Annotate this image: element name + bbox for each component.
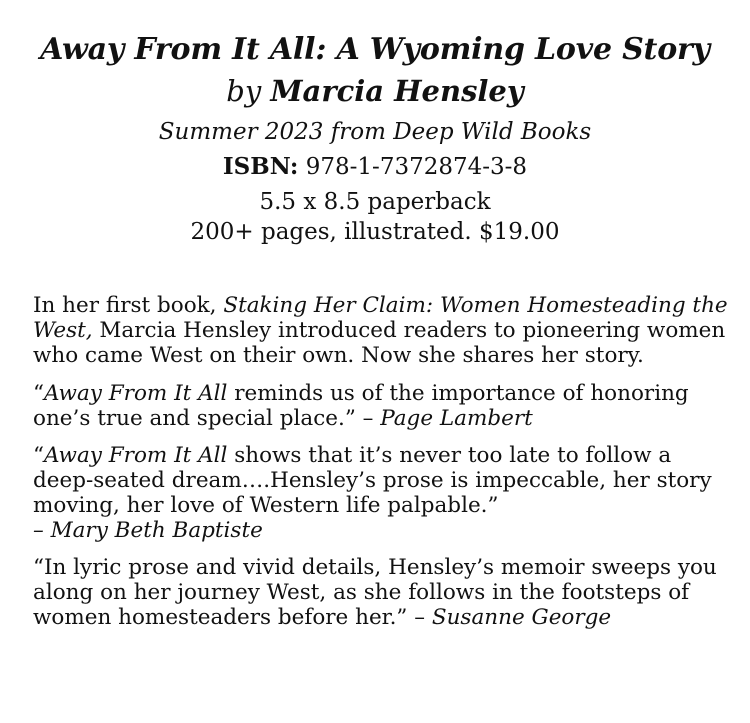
quote-2-title: Away From It All	[44, 443, 228, 468]
quote-1-open: “	[33, 381, 44, 406]
quote-1-title: Away From It All	[44, 381, 228, 406]
book-title: Away From It All: A Wyoming Love Story	[40, 32, 710, 67]
quote-3-attribution: Susanne George	[431, 605, 612, 630]
intro-book-title: Staking Her Claim: Women Homesteading the West,	[33, 293, 728, 343]
quote-2-open: “	[33, 443, 44, 468]
quote-3-text: “In lyric prose and vivid details, Hensley’s memoir sweeps you along on her journey West, as she follows in the footsteps of women homesteaders before her.” –	[33, 555, 717, 630]
quote-1	[33, 381, 733, 431]
intro-rest: Marcia Hensley introduced readers to pioneering women who came West on their own. Now she shares her story.	[33, 318, 726, 368]
intro-paragraph	[33, 293, 733, 368]
isbn-label: ISBN:	[222, 153, 299, 180]
isbn-line	[0, 150, 750, 184]
isbn-value: 978-1-7372874-3-8	[305, 154, 528, 180]
author-name: Marcia Hensley	[270, 74, 524, 108]
format-line: 5.5 x 8.5 paperback	[259, 189, 491, 215]
quote-1-attribution: Page Lambert	[380, 406, 533, 431]
quote-2	[33, 443, 733, 543]
pages-price-line: 200+ pages, illustrated. $19.00	[190, 219, 560, 245]
quote-3	[33, 555, 733, 630]
quote-2-text: shows that it’s never too late to follow a deep-seated dream….Hensley’s prose is impeccable, her story moving, her love of Western life palpable.”	[33, 443, 712, 518]
body-text	[33, 293, 733, 642]
quote-1-text: reminds us of the importance of honoring one’s true and special place.” –	[33, 381, 689, 431]
byline-by: by	[226, 74, 262, 108]
intro-lead: In her first book,	[33, 293, 224, 318]
quote-2-attribution: – Mary Beth Baptiste	[33, 518, 263, 543]
release-info: Summer 2023 from Deep Wild Books	[158, 119, 592, 145]
byline	[0, 71, 750, 111]
book-header	[0, 30, 750, 247]
